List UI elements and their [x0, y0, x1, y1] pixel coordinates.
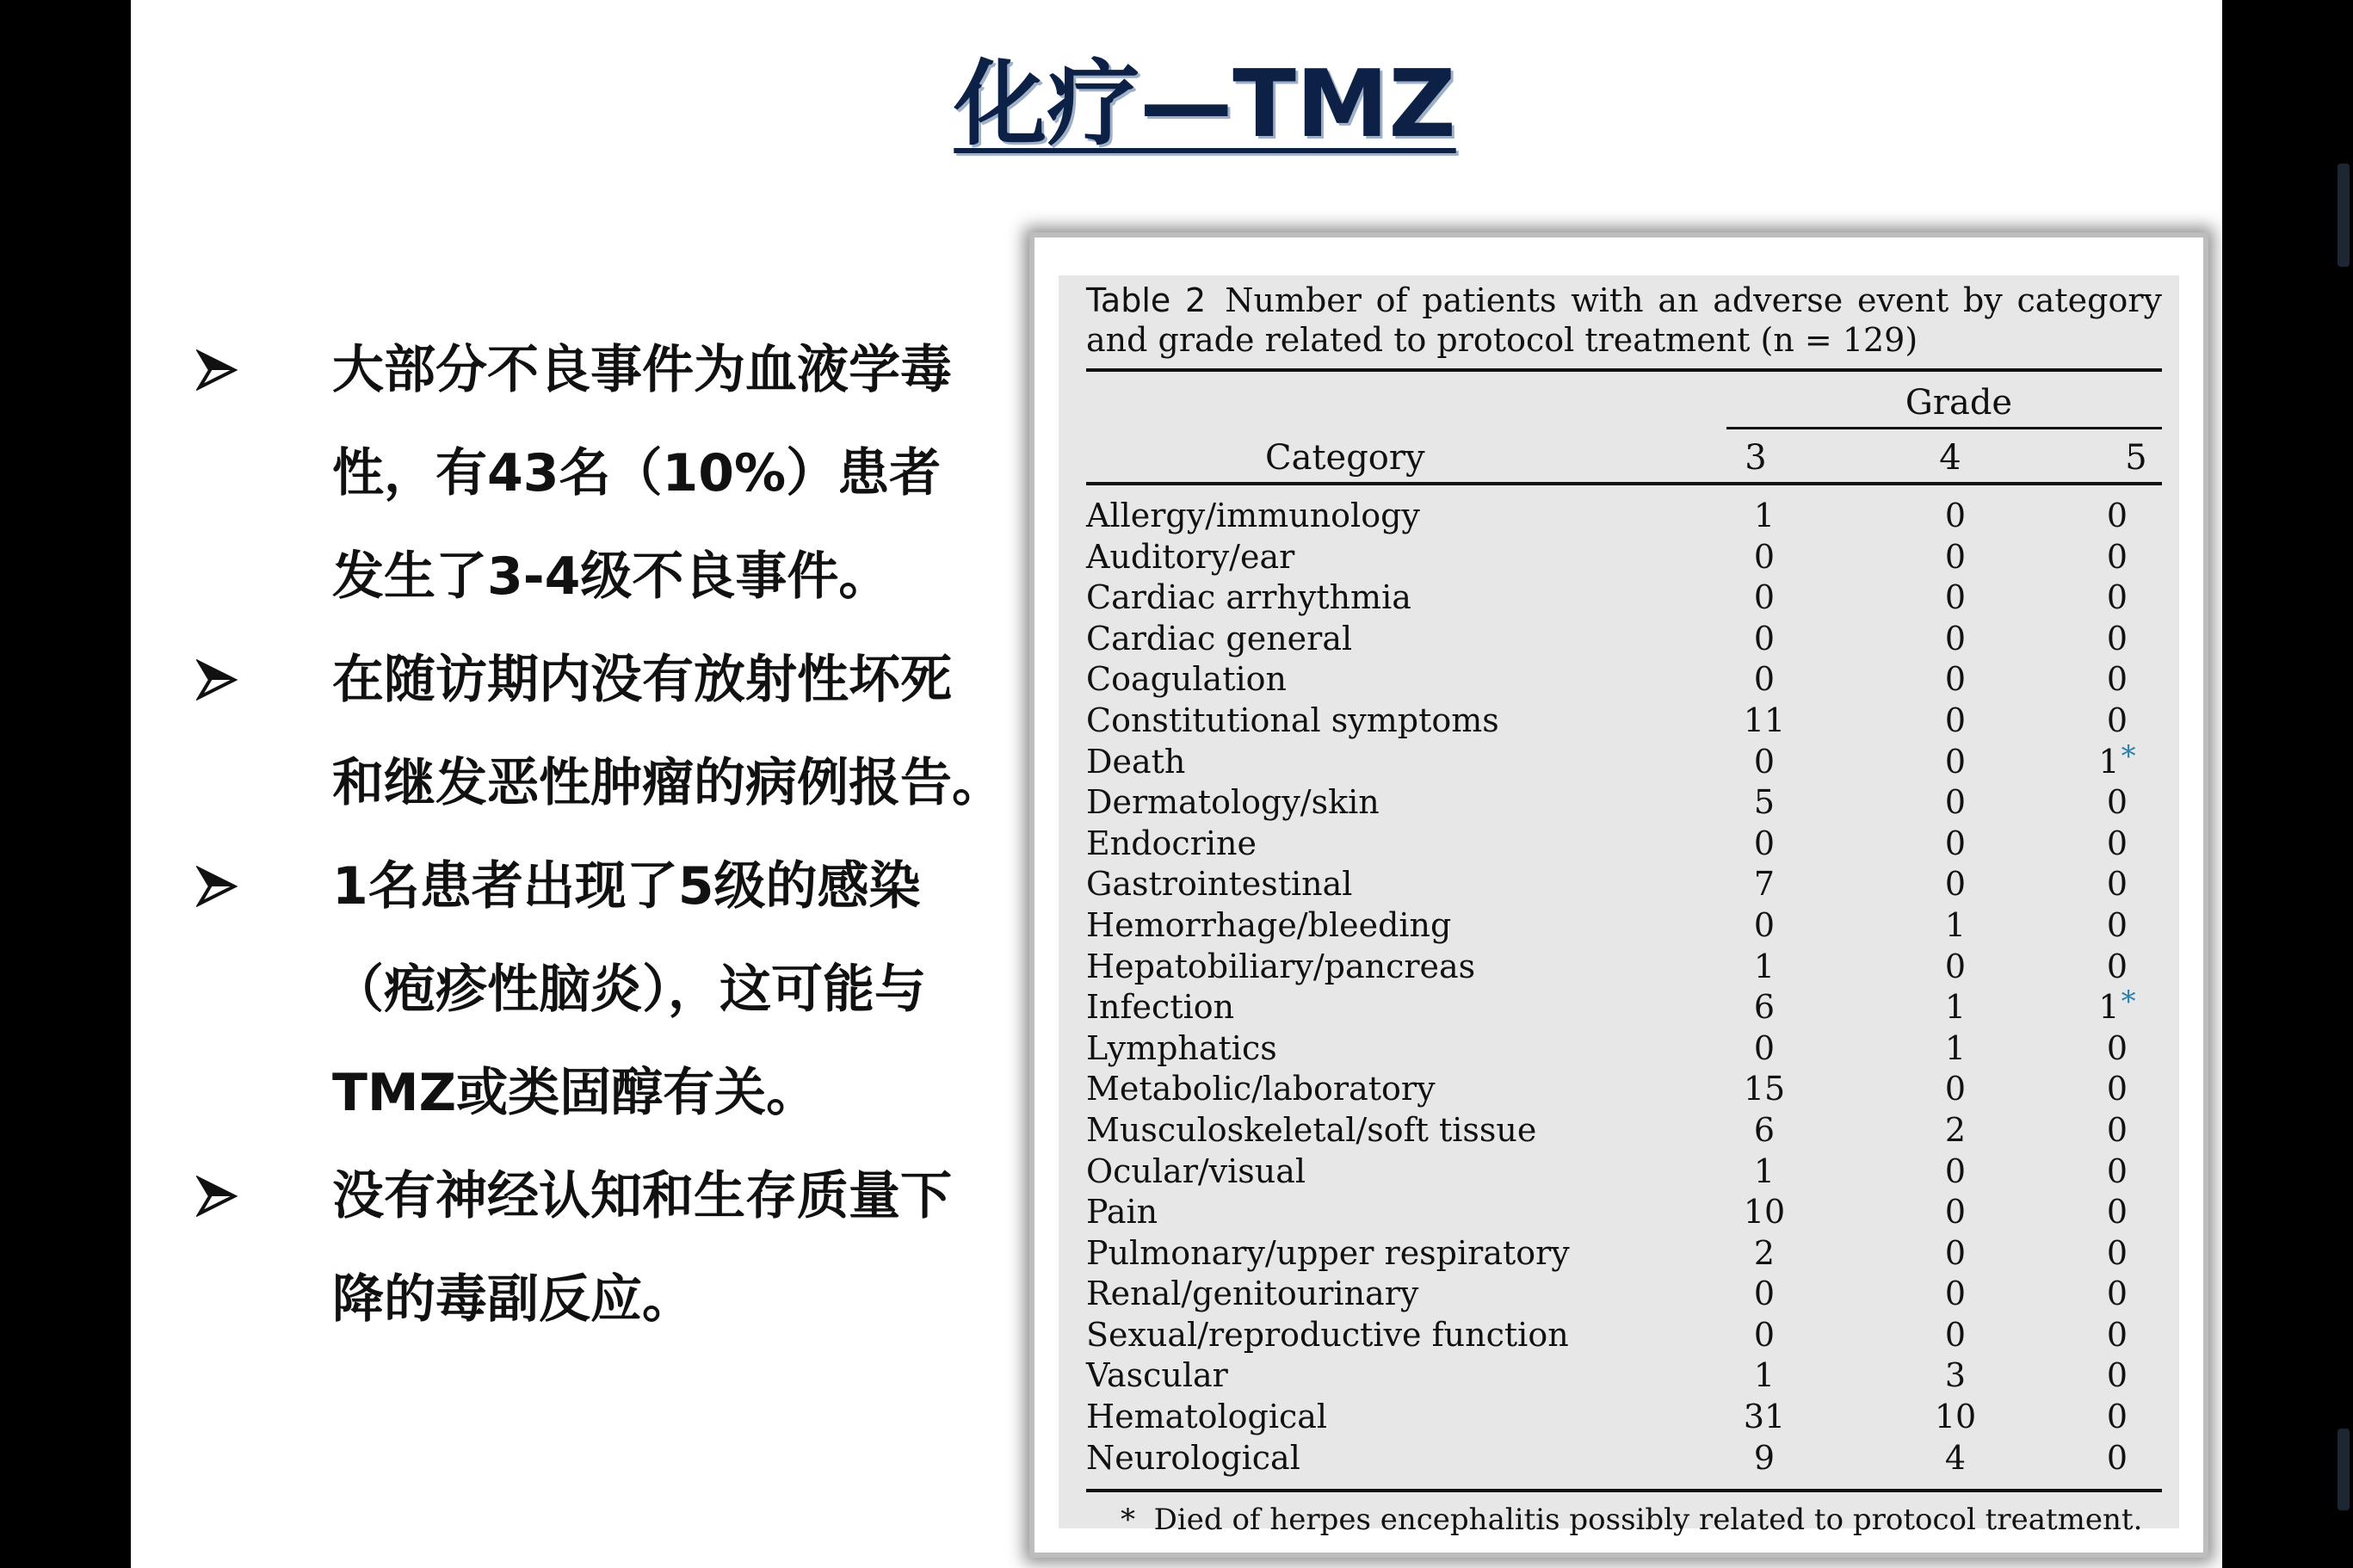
table-row: [1059, 947, 2179, 988]
row-category-cell: [1086, 659, 1287, 701]
grade5-cell-value: 0: [2106, 619, 2128, 657]
row-category-cell: [1086, 824, 1257, 865]
grade3-cell: [1730, 577, 1799, 619]
grade5-cell-value: 0: [2106, 1275, 2128, 1313]
row-category-cell-value: Endocrine: [1086, 824, 1257, 862]
bullet-line: 降的毒副反应。: [332, 1269, 694, 1330]
row-category-cell: [1086, 1315, 1569, 1356]
row-category-cell-value: Hepatobiliary/pancreas: [1086, 947, 1476, 985]
grade5-cell: [2083, 619, 2152, 660]
grade3-cell: [1730, 1028, 1799, 1070]
grade3-cell: [1730, 1438, 1799, 1479]
grade3-cell: [1730, 987, 1799, 1028]
table-row: [1059, 1028, 2179, 1070]
grade4-cell: [1921, 1028, 1990, 1070]
grade5-cell-value: 0: [2106, 1028, 2128, 1067]
grade3-cell: [1730, 1069, 1799, 1110]
grade3-cell-value: 0: [1753, 742, 1776, 781]
grade4-cell: [1921, 782, 1990, 824]
grade-column-header: 3: [1745, 438, 1767, 478]
grade5-cell: [2083, 1233, 2152, 1275]
grade5-cell-value: 0: [2106, 1193, 2128, 1232]
row-category-cell: [1086, 619, 1352, 660]
grade5-cell-value: 0: [2106, 947, 2128, 985]
slide-title: 化疗—TMZ: [954, 51, 1456, 158]
grade5-cell: [2083, 824, 2152, 865]
bullet-line: 性，有43名（10%）患者: [332, 443, 942, 503]
grade-column-header: 4: [1939, 438, 1961, 478]
grade4-cell-value: 4: [1944, 1438, 1967, 1477]
grade3-cell-value: 1: [1753, 497, 1776, 534]
grade4-cell: [1921, 987, 1990, 1028]
grade3-cell: [1730, 947, 1799, 988]
grade3-cell: [1730, 537, 1799, 578]
grade3-cell: [1730, 619, 1799, 660]
table-row: [1059, 824, 2179, 865]
bullet-line: 和继发恶性肿瘤的病例报告。: [332, 753, 1004, 813]
table-label: Table 2: [1086, 281, 1207, 319]
grade5-cell: [2083, 905, 2152, 947]
grade3-cell-value: 31: [1743, 1398, 1786, 1436]
row-category-cell-value: Gastrointestinal: [1086, 865, 1353, 904]
grade4-cell-value: 0: [1944, 619, 1967, 657]
grade4-cell-value: 3: [1944, 1356, 1967, 1395]
grade4-cell: [1921, 1233, 1990, 1275]
grade-rule: [1726, 427, 2162, 429]
bullet-line: TMZ或类固醇有关。: [332, 1063, 818, 1123]
row-category-cell-value: Coagulation: [1086, 660, 1287, 699]
row-category-cell-value: Death: [1086, 742, 1186, 781]
row-category-cell: [1086, 782, 1380, 824]
table-row: [1059, 537, 2179, 578]
grade3-cell: [1730, 905, 1799, 947]
grade4-cell: [1921, 537, 1990, 578]
table-row: [1059, 1151, 2179, 1193]
bullet-line: （疱疹性脑炎），这可能与: [332, 960, 926, 1020]
row-category-cell-value: Pulmonary/upper respiratory: [1086, 1233, 1570, 1272]
table-row: [1059, 619, 2179, 660]
grade3-cell-value: 0: [1753, 537, 1776, 576]
arrow-bullet-glyph: [196, 659, 238, 701]
grade4-cell: [1921, 1355, 1990, 1397]
grade5-cell-value: 0: [2106, 783, 2128, 822]
grade5-cell-value: 0: [2106, 497, 2128, 534]
grade3-cell-value: 1: [1753, 947, 1776, 985]
grade4-cell: [1921, 1274, 1990, 1315]
grade3-cell: [1730, 1110, 1799, 1151]
table-row: [1059, 987, 2179, 1028]
table-row: [1059, 1438, 2179, 1479]
grade5-cell: [2083, 1069, 2152, 1110]
grade5-cell-value: 0: [2106, 1315, 2128, 1354]
row-category-cell-value: Cardiac general: [1086, 619, 1353, 657]
grade5-cell-value: 0: [2106, 1356, 2128, 1395]
grade-header: Grade: [1905, 383, 2013, 423]
grade4-cell-value: 0: [1944, 1315, 1967, 1354]
arrow-bullet-icon: [196, 628, 251, 732]
grade3-cell-value: 5: [1753, 783, 1776, 822]
row-category-cell: [1086, 1028, 1277, 1070]
table-row: [1059, 905, 2179, 947]
grade5-cell: [2083, 738, 2152, 785]
row-category-cell-value: Dermatology/skin: [1086, 783, 1380, 822]
grade4-cell-value: 0: [1944, 497, 1967, 534]
grade5-cell-value: 0: [2106, 1151, 2128, 1190]
grade3-cell: [1730, 701, 1799, 742]
grade4-cell-value: 0: [1944, 742, 1967, 781]
grade3-cell: [1730, 1274, 1799, 1315]
grade4-cell: [1921, 659, 1990, 701]
footnote-mark: *: [2121, 738, 2136, 774]
table-caption: [1086, 281, 2162, 360]
grade5-cell: [2083, 1438, 2152, 1479]
bullet-line: 1名患者出现了5级的感染: [332, 856, 921, 917]
row-category-cell-value: Cardiac arrhythmia: [1086, 578, 1411, 617]
grade4-cell: [1921, 496, 1990, 537]
arrow-bullet-glyph: [196, 1176, 238, 1217]
table-row: [1059, 1233, 2179, 1275]
grade3-cell-value: 6: [1753, 988, 1776, 1027]
grade5-cell: [2083, 1028, 2152, 1070]
row-category-cell-value: Metabolic/laboratory: [1086, 1070, 1436, 1108]
grade4-cell: [1921, 619, 1990, 660]
arrow-bullet-icon: [196, 318, 251, 422]
grade3-cell-value: 0: [1753, 660, 1776, 699]
row-category-cell-value: Neurological: [1086, 1438, 1300, 1477]
grade4-cell-value: 0: [1944, 1070, 1967, 1108]
grade3-cell-value: 0: [1753, 824, 1776, 862]
row-category-cell: [1086, 701, 1499, 742]
row-category-cell-value: Musculoskeletal/soft tissue: [1086, 1110, 1537, 1149]
bullet-line: 没有神经认知和生存质量下: [332, 1166, 952, 1226]
row-category-cell: [1086, 905, 1451, 947]
table-row: [1059, 738, 2179, 783]
table-body: [1059, 496, 2179, 1478]
table-row: [1059, 1315, 2179, 1356]
bullet-list: [193, 318, 1122, 1351]
grade-column-header: 5: [2125, 438, 2147, 478]
grade3-cell: [1730, 782, 1799, 824]
grade4-cell-value: 0: [1944, 660, 1967, 699]
grade4-cell-value: 10: [1934, 1398, 1977, 1436]
row-category-cell: [1086, 1274, 1418, 1315]
grade4-cell-value: 0: [1944, 824, 1967, 862]
grade4-cell: [1921, 1397, 1990, 1438]
table-row: [1059, 1397, 2179, 1438]
grade3-cell-value: 0: [1753, 578, 1776, 617]
row-category-cell: [1086, 537, 1294, 578]
grade4-cell: [1921, 1192, 1990, 1233]
grade5-cell: [2083, 537, 2152, 578]
table-row: [1059, 1069, 2179, 1110]
grade4-cell-value: 0: [1944, 947, 1967, 985]
grade3-cell-value: 15: [1743, 1070, 1786, 1108]
grade4-cell: [1921, 864, 1990, 905]
table-row: [1059, 659, 2179, 701]
table-row: [1059, 577, 2179, 619]
table-row: [1059, 1192, 2179, 1233]
arrow-bullet-glyph: [196, 349, 238, 391]
grade3-cell: [1730, 1233, 1799, 1275]
grade5-cell-value: 0: [2106, 578, 2128, 617]
row-category-cell: [1086, 1355, 1228, 1397]
grade5-cell: [2083, 496, 2152, 537]
row-category-cell-value: Auditory/ear: [1086, 537, 1295, 576]
scrollbar-thumb[interactable]: [2338, 1429, 2350, 1510]
grade5-cell: [2083, 1274, 2152, 1315]
table-row: [1059, 496, 2179, 537]
grade5-cell-value: 1: [2098, 988, 2120, 1027]
grade3-cell-value: 7: [1753, 865, 1776, 904]
slide: [131, 0, 2222, 1568]
row-category-cell: [1086, 864, 1352, 905]
table-bottom-rule: [1086, 1489, 2162, 1492]
grade3-cell-value: 9: [1753, 1438, 1776, 1477]
row-category-cell: [1086, 947, 1475, 988]
grade3-cell: [1730, 742, 1799, 783]
grade4-cell-value: 0: [1944, 578, 1967, 617]
grade3-cell-value: 0: [1753, 1315, 1776, 1354]
grade5-cell: [2083, 1110, 2152, 1151]
table-row: [1059, 1110, 2179, 1151]
grade5-cell-value: 0: [2106, 1438, 2128, 1477]
grade3-cell-value: 6: [1753, 1110, 1776, 1149]
row-category-cell: [1086, 742, 1185, 783]
row-category-cell: [1086, 1397, 1327, 1438]
grade3-cell: [1730, 864, 1799, 905]
grade5-cell: [2083, 1151, 2152, 1193]
grade4-cell-value: 1: [1944, 988, 1967, 1027]
row-category-cell-value: Infection: [1086, 988, 1235, 1027]
row-category-cell: [1086, 577, 1411, 619]
grade3-cell: [1730, 496, 1799, 537]
grade4-cell-value: 2: [1944, 1110, 1967, 1149]
grade4-cell-value: 0: [1944, 1275, 1967, 1313]
grade5-cell-value: 0: [2106, 1233, 2128, 1272]
grade5-cell-value: 0: [2106, 905, 2128, 944]
grade4-cell: [1921, 742, 1990, 783]
grade3-cell-value: 0: [1753, 905, 1776, 944]
grade5-cell-value: 0: [2106, 865, 2128, 904]
grade5-cell: [2083, 1192, 2152, 1233]
grade5-cell: [2083, 782, 2152, 824]
row-category-cell-value: Hemorrhage/bleeding: [1086, 905, 1452, 944]
grade5-cell: [2083, 987, 2152, 1030]
header-bottom-rule: [1086, 482, 2162, 485]
grade5-cell-value: 0: [2106, 1398, 2128, 1436]
footnote-marker: *: [1121, 1503, 1135, 1537]
bullet-item: [193, 318, 1122, 628]
grade4-cell-value: 0: [1944, 537, 1967, 576]
grade4-cell: [1921, 1069, 1990, 1110]
table-row: [1059, 701, 2179, 742]
grade3-cell-value: 1: [1753, 1151, 1776, 1190]
grade5-cell-value: 0: [2106, 1070, 2128, 1108]
row-category-cell: [1086, 496, 1420, 537]
grade3-cell-value: 0: [1753, 619, 1776, 657]
row-category-cell: [1086, 1233, 1570, 1275]
grade3-cell-value: 0: [1753, 1028, 1776, 1067]
bullet-line: 发生了3-4级不良事件。: [332, 546, 891, 607]
row-category-cell-value: Renal/genitourinary: [1086, 1275, 1419, 1313]
grade5-cell-value: 0: [2106, 701, 2128, 739]
grade5-cell-value: 1: [2098, 742, 2120, 781]
table-row: [1059, 782, 2179, 824]
row-category-cell-value: Hematological: [1086, 1398, 1328, 1436]
table-row: [1059, 1274, 2179, 1315]
grade4-cell: [1921, 701, 1990, 742]
grade4-cell: [1921, 1315, 1990, 1356]
grade5-cell-value: 0: [2106, 824, 2128, 862]
row-category-cell-value: Ocular/visual: [1086, 1151, 1306, 1190]
grade4-cell: [1921, 1151, 1990, 1193]
grade4-cell: [1921, 905, 1990, 947]
grade5-cell: [2083, 864, 2152, 905]
grade4-cell: [1921, 1110, 1990, 1151]
grade3-cell-value: 2: [1753, 1233, 1776, 1272]
bullet-item: [193, 1145, 1122, 1351]
grade3-cell-value: 11: [1743, 701, 1786, 739]
footnote-mark: *: [2121, 985, 2136, 1020]
grade3-cell: [1730, 1397, 1799, 1438]
table-row: [1059, 1355, 2179, 1397]
grade4-cell-value: 0: [1944, 1193, 1967, 1232]
row-category-cell: [1086, 1192, 1158, 1233]
table-row: [1059, 864, 2179, 905]
category-header: Category: [1265, 438, 1425, 478]
grade5-cell-value: 0: [2106, 660, 2128, 699]
grade4-cell-value: 0: [1944, 865, 1967, 904]
grade5-cell: [2083, 1355, 2152, 1397]
grade5-cell: [2083, 659, 2152, 701]
table-top-rule: [1086, 368, 2162, 372]
row-category-cell-value: Sexual/reproductive function: [1086, 1315, 1569, 1354]
grade3-cell-value: 10: [1743, 1193, 1786, 1232]
grade4-cell-value: 1: [1944, 905, 1967, 944]
grade5-cell: [2083, 1315, 2152, 1356]
grade3-cell: [1730, 1315, 1799, 1356]
bullet-item: [193, 628, 1122, 835]
bullet-item: [193, 835, 1122, 1145]
grade4-cell: [1921, 1438, 1990, 1479]
grade4-cell-value: 0: [1944, 1151, 1967, 1190]
bullet-line: 大部分不良事件为血液学毒: [332, 340, 952, 400]
grade5-cell: [2083, 947, 2152, 988]
row-category-cell-value: Pain: [1086, 1193, 1158, 1232]
arrow-bullet-icon: [196, 835, 251, 938]
row-category-cell: [1086, 1438, 1300, 1479]
grade4-cell: [1921, 577, 1990, 619]
grade5-cell-value: 0: [2106, 1110, 2128, 1149]
grade3-cell: [1730, 1151, 1799, 1193]
row-category-cell: [1086, 1110, 1536, 1151]
grade3-cell-value: 0: [1753, 1275, 1776, 1313]
grade3-cell: [1730, 659, 1799, 701]
arrow-bullet-glyph: [196, 866, 238, 907]
grade4-cell: [1921, 824, 1990, 865]
footnote-text: Died of herpes encephalitis possibly related to protocol treatment.: [1153, 1503, 2143, 1537]
grade5-cell: [2083, 1397, 2152, 1438]
grade3-cell-value: 1: [1753, 1356, 1776, 1395]
row-category-cell-value: Constitutional symptoms: [1086, 701, 1499, 739]
table-caption-text: Number of patients with an adverse event by category and grade related to protocol treatment (n = 129): [1086, 281, 2163, 359]
row-category-cell-value: Vascular: [1086, 1356, 1228, 1395]
grade3-cell: [1730, 1192, 1799, 1233]
scrollbar-thumb[interactable]: [2338, 164, 2350, 267]
adverse-event-table: [1059, 275, 2179, 1537]
grade3-cell: [1730, 1355, 1799, 1397]
table-footnote: [1121, 1503, 2142, 1537]
grade4-cell: [1921, 947, 1990, 988]
grade3-cell: [1730, 824, 1799, 865]
row-category-cell: [1086, 987, 1234, 1028]
grade4-cell-value: 1: [1944, 1028, 1967, 1067]
grade4-cell-value: 0: [1944, 783, 1967, 822]
grade5-cell-value: 0: [2106, 537, 2128, 576]
arrow-bullet-icon: [196, 1145, 251, 1248]
grade4-cell-value: 0: [1944, 701, 1967, 739]
grade5-cell: [2083, 701, 2152, 742]
row-category-cell: [1086, 1151, 1306, 1193]
row-category-cell-value: Allergy/immunology: [1086, 497, 1420, 534]
row-category-cell: [1086, 1069, 1436, 1110]
row-category-cell-value: Lymphatics: [1086, 1028, 1277, 1067]
grade5-cell: [2083, 577, 2152, 619]
table-image-frame: [1029, 232, 2208, 1558]
bullet-line: 在随访期内没有放射性坏死: [332, 650, 952, 710]
grade4-cell-value: 0: [1944, 1233, 1967, 1272]
